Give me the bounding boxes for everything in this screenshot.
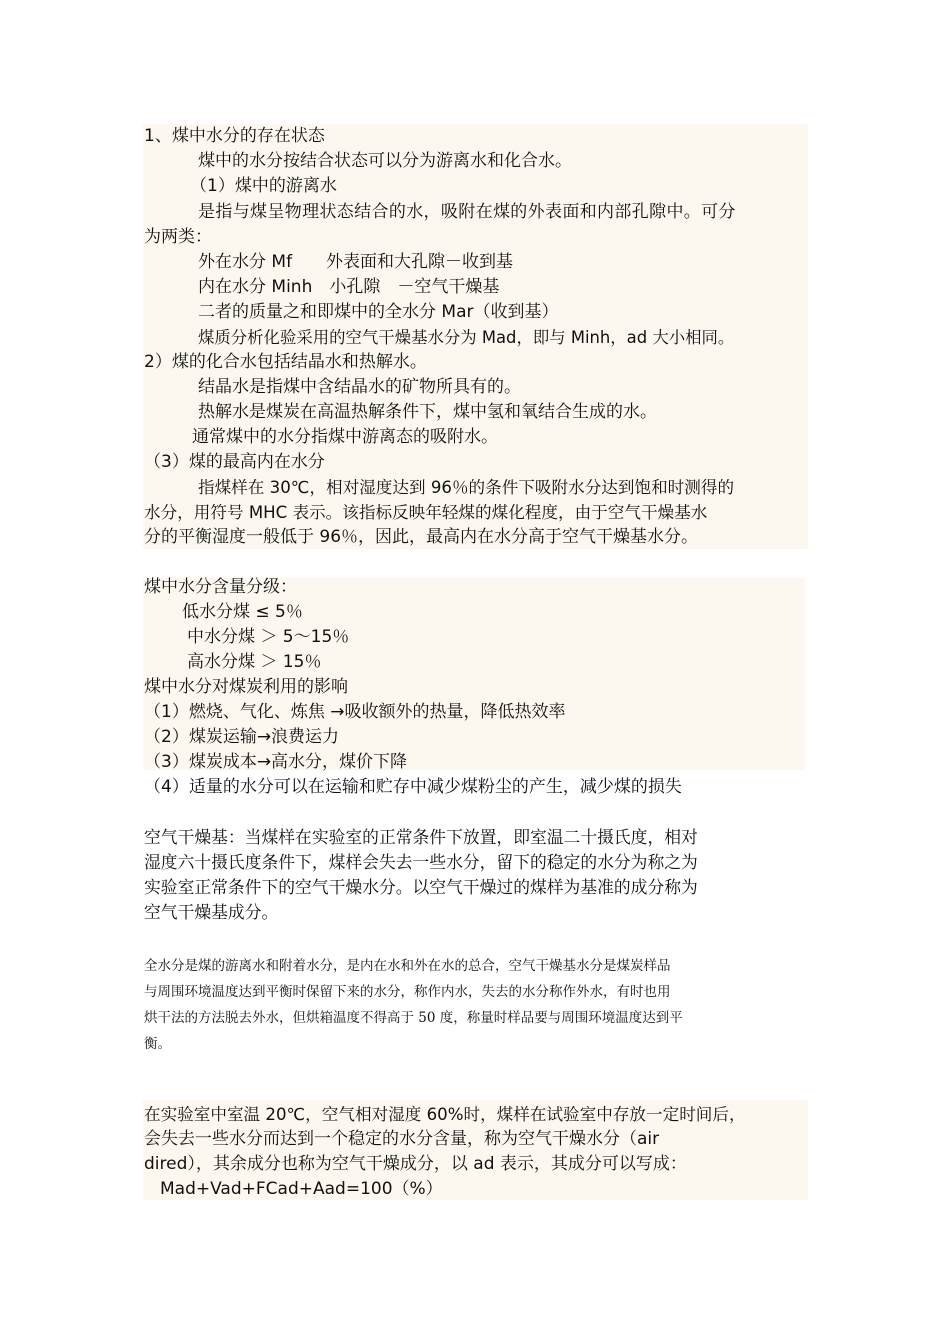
- grading-medium: 中水分煤 ＞ 5～15％: [187, 627, 350, 647]
- paragraph-line: 衡。: [144, 1036, 171, 1052]
- grading-high: 高水分煤 ＞ 15％: [187, 652, 322, 672]
- paragraph-line: 空气干燥基成分。: [144, 902, 279, 922]
- paragraph-line: 实验室正常条件下的空气干燥水分。以空气干燥过的煤样为基准的成分称为: [144, 877, 698, 897]
- paragraph-line: 烘干法的方法脱去外水，但烘箱温度不得高于 50 度，称量时样品要与周围环境温度达到平: [144, 1010, 683, 1026]
- subheading-max-inherent-water: （3）煤的最高内在水分: [144, 452, 325, 472]
- subheading-free-water: （1）煤中的游离水: [190, 176, 337, 196]
- impact-item: （2）煤炭运输→浪费运力: [144, 727, 340, 747]
- paragraph-line: 湿度六十摄氏度条件下，煤样会失去一些水分，留下的稳定的水分为称之为: [144, 852, 698, 872]
- paragraph-line: 煤中的水分按结合状态可以分为游离水和化合水。: [198, 151, 572, 171]
- paragraph-line: dired），其余成分也称为空气干燥成分，以 ad 表示，其成分可以写成：: [144, 1154, 687, 1174]
- heading-moisture-grading: 煤中水分含量分级：: [144, 577, 297, 597]
- paragraph-line: 结晶水是指煤中含结晶水的矿物所具有的。: [198, 377, 521, 397]
- paragraph-line: 煤质分析化验采用的空气干燥基水分为 Mad，即与 Minh，ad 大小相同。: [198, 328, 735, 347]
- heading-moisture-impact: 煤中水分对煤炭利用的影响: [144, 677, 348, 697]
- paragraph-line: 指煤样在 30℃，相对湿度达到 96％的条件下吸附水分达到饱和时测得的: [198, 478, 735, 497]
- paragraph-line: 全水分是煤的游离水和附着水分，是内在水和外在水的总合，空气干燥基水分是煤炭样品: [144, 958, 671, 974]
- impact-item: （3）煤炭成本→高水分，煤价下降: [144, 752, 408, 772]
- paragraph-line: 在实验室中室温 20℃，空气相对湿度 60%时，煤样在试验室中存放一定时间后，: [144, 1105, 746, 1124]
- formula: Mad+Vad+FCad+Aad=100（%）: [160, 1179, 443, 1199]
- grading-low: 低水分煤 ≤ 5％: [182, 602, 303, 622]
- impact-item: （4）适量的水分可以在运输和贮存中减少煤粉尘的产生，减少煤的损失: [144, 777, 682, 797]
- paragraph-line: 为两类：: [144, 227, 212, 247]
- heading-moisture-states: 1、煤中水分的存在状态: [144, 126, 325, 146]
- paragraph-line: 二者的质量之和即煤中的全水分 Mar（收到基）: [198, 302, 559, 322]
- subheading-combined-water: 2）煤的化合水包括结晶水和热解水。: [144, 352, 427, 372]
- paragraph-line: 空气干燥基：当煤样在实验室的正常条件下放置，即室温二十摄氏度，相对: [144, 827, 698, 847]
- paragraph-line: 与周围环境温度达到平衡时保留下来的水分，称作内水，失去的水分称作外水，有时也用: [144, 984, 671, 1000]
- impact-item: （1）燃烧、气化、炼焦 →吸收额外的热量，降低热效率: [144, 702, 566, 722]
- paragraph-line: 是指与煤呈物理状态结合的水，吸附在煤的外表面和内部孔隙中。可分: [198, 202, 736, 222]
- paragraph-line: 外在水分 Mf 外表面和大孔隙－收到基: [198, 252, 514, 272]
- paragraph-line: 热解水是煤炭在高温热解条件下，煤中氢和氧结合生成的水。: [198, 402, 657, 422]
- paragraph-line: 内在水分 Minh 小孔隙 －空气干燥基: [198, 277, 500, 297]
- paragraph-line: 通常煤中的水分指煤中游离态的吸附水。: [192, 427, 498, 447]
- paragraph-line: 分的平衡湿度一般低于 96％，因此，最高内在水分高于空气干燥基水分。: [144, 527, 699, 547]
- paragraph-line: 会失去一些水分而达到一个稳定的水分含量，称为空气干燥水分（air: [144, 1129, 660, 1149]
- paragraph-line: 水分，用符号 MHC 表示。该指标反映年轻煤的煤化程度，由于空气干燥基水: [144, 503, 708, 522]
